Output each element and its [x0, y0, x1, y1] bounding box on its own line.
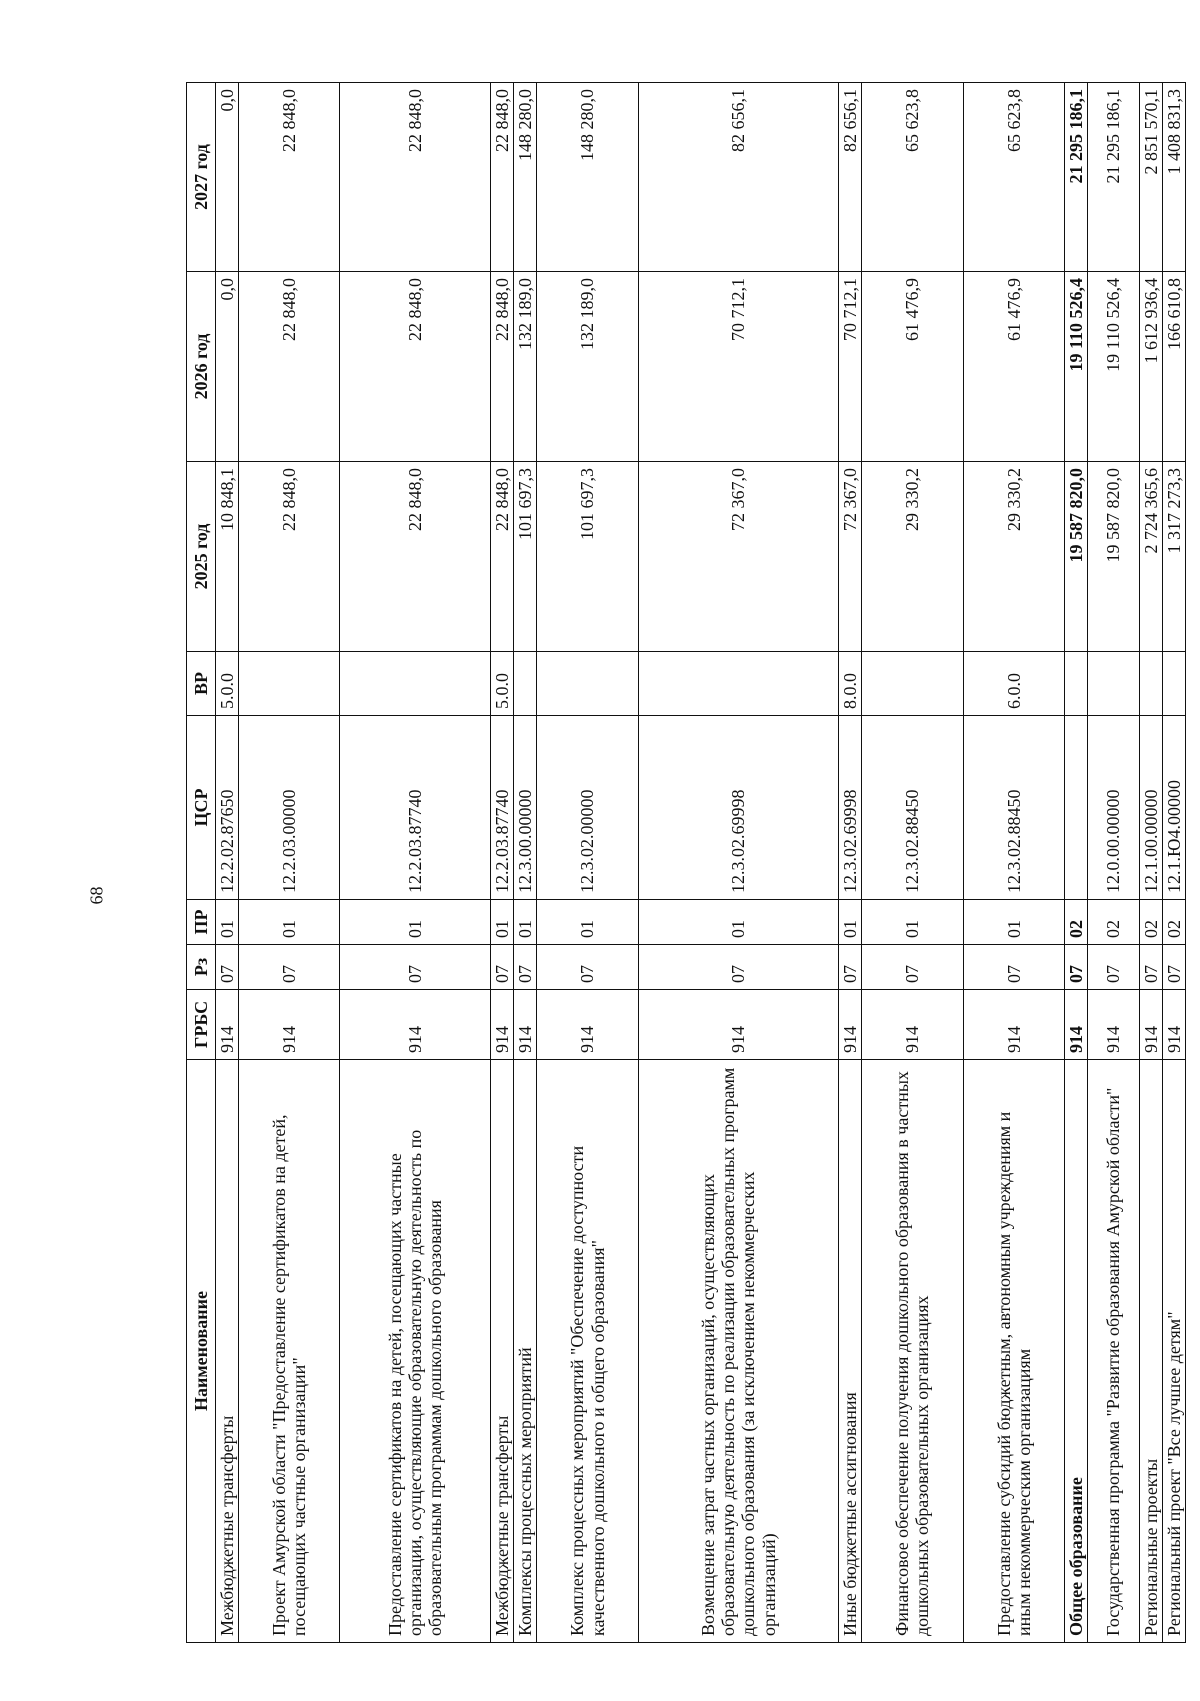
header-csr: ЦСР [187, 716, 216, 900]
budget-table [186, 82, 1186, 1643]
cell-vr [1163, 652, 1186, 716]
cell-name: Комплексы процессных мероприятий [514, 1060, 537, 1643]
cell-2025: 10 848,1 [216, 462, 239, 652]
cell-2027: 0,0 [216, 83, 239, 272]
cell-2025: 22 848,0 [340, 462, 491, 652]
cell-grbs: 914 [862, 990, 963, 1060]
cell-vr [340, 652, 491, 716]
cell-rz: 07 [1065, 945, 1088, 990]
cell-grbs: 914 [1163, 990, 1186, 1060]
cell-pr: 02 [1088, 900, 1140, 945]
cell-name: Финансовое обеспечение получения дошкольного образования в частных дошкольных образовательных организациях [862, 1060, 963, 1643]
table-row [1088, 83, 1140, 1643]
cell-pr: 02 [1065, 900, 1088, 945]
cell-name: Региональные проекты [1140, 1060, 1163, 1643]
cell-2027: 65 623,8 [963, 83, 1064, 272]
cell-rz: 07 [839, 945, 862, 990]
cell-2025: 72 367,0 [839, 462, 862, 652]
cell-name: Иные бюджетные ассигнования [839, 1060, 862, 1643]
cell-pr: 01 [340, 900, 491, 945]
table-row [239, 83, 340, 1643]
cell-rz: 07 [514, 945, 537, 990]
cell-grbs: 914 [340, 990, 491, 1060]
cell-csr: 12.2.03.87740 [340, 716, 491, 900]
table-row [537, 83, 638, 1643]
cell-name: Общее образование [1065, 1060, 1088, 1643]
header-grbs: ГРБС [187, 990, 216, 1060]
header-2026: 2026 год [187, 272, 216, 462]
cell-csr: 12.3.02.00000 [537, 716, 638, 900]
header-rz: Рз [187, 945, 216, 990]
cell-grbs: 914 [963, 990, 1064, 1060]
cell-grbs: 914 [514, 990, 537, 1060]
cell-vr [862, 652, 963, 716]
cell-csr: 12.2.03.00000 [239, 716, 340, 900]
cell-grbs: 914 [839, 990, 862, 1060]
cell-name: Межбюджетные трансферты [216, 1060, 239, 1643]
cell-grbs: 914 [239, 990, 340, 1060]
cell-pr: 01 [514, 900, 537, 945]
cell-2025: 72 367,0 [638, 462, 838, 652]
cell-csr: 12.3.02.69998 [638, 716, 838, 900]
cell-pr: 01 [491, 900, 514, 945]
cell-csr: 12.3.02.88450 [963, 716, 1064, 900]
cell-2027: 82 656,1 [839, 83, 862, 272]
cell-rz: 07 [216, 945, 239, 990]
cell-grbs: 914 [1140, 990, 1163, 1060]
cell-csr: 12.2.02.87650 [216, 716, 239, 900]
cell-grbs: 914 [1088, 990, 1140, 1060]
cell-vr [239, 652, 340, 716]
cell-2027: 21 295 186,1 [1088, 83, 1140, 272]
cell-name: Комплекс процессных мероприятий "Обеспечение доступности качественного дошкольного и общего образования" [537, 1060, 638, 1643]
cell-vr [1140, 652, 1163, 716]
cell-2026: 22 848,0 [491, 272, 514, 462]
header-2027: 2027 год [187, 83, 216, 272]
cell-2027: 2 851 570,1 [1140, 83, 1163, 272]
cell-vr [537, 652, 638, 716]
cell-2026: 19 110 526,4 [1088, 272, 1140, 462]
cell-pr: 01 [638, 900, 838, 945]
cell-2026: 166 610,8 [1163, 272, 1186, 462]
cell-2027: 21 295 186,1 [1065, 83, 1088, 272]
table-row [638, 83, 838, 1643]
cell-2025: 29 330,2 [963, 462, 1064, 652]
cell-2027: 148 280,0 [514, 83, 537, 272]
table-row [491, 83, 514, 1643]
table-row [1140, 83, 1163, 1643]
cell-grbs: 914 [491, 990, 514, 1060]
cell-name: Проект Амурской области "Предоставление сертификатов на детей, посещающих частные организации" [239, 1060, 340, 1643]
table-row [963, 83, 1064, 1643]
header-vr: ВР [187, 652, 216, 716]
cell-rz: 07 [963, 945, 1064, 990]
cell-csr: 12.1.00.00000 [1140, 716, 1163, 900]
cell-2026: 61 476,9 [862, 272, 963, 462]
rotated-table-wrapper [186, 83, 1186, 1643]
cell-pr: 01 [537, 900, 638, 945]
cell-2025: 29 330,2 [862, 462, 963, 652]
cell-2025: 101 697,3 [537, 462, 638, 652]
cell-grbs: 914 [216, 990, 239, 1060]
table-row [216, 83, 239, 1643]
page-number: 68 [86, 886, 107, 905]
cell-pr: 02 [1163, 900, 1186, 945]
cell-grbs: 914 [638, 990, 838, 1060]
cell-csr: 12.0.00.00000 [1088, 716, 1140, 900]
cell-vr: 5.0.0 [216, 652, 239, 716]
cell-rz: 07 [862, 945, 963, 990]
cell-2026: 70 712,1 [839, 272, 862, 462]
cell-2027: 1 408 831,3 [1163, 83, 1186, 272]
cell-2026: 22 848,0 [239, 272, 340, 462]
cell-2027: 82 656,1 [638, 83, 838, 272]
cell-name: Возмещение затрат частных организаций, осуществляющих образовательную деятельность по реализации образовательных программ дошкольного образования (за исключением некоммерческих организаций) [638, 1060, 838, 1643]
cell-2026: 1 612 936,4 [1140, 272, 1163, 462]
cell-vr: 8.0.0 [839, 652, 862, 716]
table-row [862, 83, 963, 1643]
cell-grbs: 914 [1065, 990, 1088, 1060]
table-header-row [187, 83, 216, 1643]
cell-2027: 22 848,0 [239, 83, 340, 272]
cell-csr [1065, 716, 1088, 900]
cell-csr: 12.1.Ю4.00000 [1163, 716, 1186, 900]
table-row [1163, 83, 1186, 1643]
cell-2025: 101 697,3 [514, 462, 537, 652]
cell-name: Предоставление субсидий бюджетным, автономным учреждениям и иным некоммерческим организациям [963, 1060, 1064, 1643]
cell-rz: 07 [537, 945, 638, 990]
cell-2027: 22 848,0 [491, 83, 514, 272]
cell-vr [638, 652, 838, 716]
cell-name: Межбюджетные трансферты [491, 1060, 514, 1643]
cell-pr: 01 [839, 900, 862, 945]
cell-grbs: 914 [537, 990, 638, 1060]
cell-2025: 1 317 273,3 [1163, 462, 1186, 652]
cell-2027: 65 623,8 [862, 83, 963, 272]
cell-rz: 07 [491, 945, 514, 990]
table-row [514, 83, 537, 1643]
header-2025: 2025 год [187, 462, 216, 652]
header-pr: ПР [187, 900, 216, 945]
cell-vr [1088, 652, 1140, 716]
cell-rz: 07 [1163, 945, 1186, 990]
cell-rz: 07 [1140, 945, 1163, 990]
cell-vr [514, 652, 537, 716]
cell-pr: 01 [963, 900, 1064, 945]
cell-2026: 61 476,9 [963, 272, 1064, 462]
cell-2025: 22 848,0 [239, 462, 340, 652]
cell-vr [1065, 652, 1088, 716]
cell-2025: 19 587 820,0 [1088, 462, 1140, 652]
cell-2026: 0,0 [216, 272, 239, 462]
cell-rz: 07 [340, 945, 491, 990]
cell-name: Государственная программа "Развитие образования Амурской области" [1088, 1060, 1140, 1643]
cell-name: Предоставление сертификатов на детей, посещающих частные организации, осуществляющие образовательную деятельность по образовательным программам дошкольного образования [340, 1060, 491, 1643]
cell-csr: 12.3.02.88450 [862, 716, 963, 900]
cell-2026: 70 712,1 [638, 272, 838, 462]
cell-csr: 12.2.03.87740 [491, 716, 514, 900]
cell-pr: 01 [216, 900, 239, 945]
header-name: Наименование [187, 1060, 216, 1643]
cell-2025: 2 724 365,6 [1140, 462, 1163, 652]
cell-2026: 19 110 526,4 [1065, 272, 1088, 462]
cell-2026: 22 848,0 [340, 272, 491, 462]
cell-2027: 22 848,0 [340, 83, 491, 272]
cell-pr: 01 [862, 900, 963, 945]
cell-rz: 07 [1088, 945, 1140, 990]
cell-name: Региональный проект "Все лучшее детям" [1163, 1060, 1186, 1643]
cell-vr: 6.0.0 [963, 652, 1064, 716]
cell-rz: 07 [239, 945, 340, 990]
cell-2026: 132 189,0 [537, 272, 638, 462]
cell-2025: 22 848,0 [491, 462, 514, 652]
cell-csr: 12.3.00.00000 [514, 716, 537, 900]
cell-vr: 5.0.0 [491, 652, 514, 716]
table-row [839, 83, 862, 1643]
cell-csr: 12.3.02.69998 [839, 716, 862, 900]
table-row [1065, 83, 1088, 1643]
cell-2027: 148 280,0 [537, 83, 638, 272]
cell-2026: 132 189,0 [514, 272, 537, 462]
cell-2025: 19 587 820,0 [1065, 462, 1088, 652]
cell-rz: 07 [638, 945, 838, 990]
cell-pr: 02 [1140, 900, 1163, 945]
cell-pr: 01 [239, 900, 340, 945]
table-row [340, 83, 491, 1643]
